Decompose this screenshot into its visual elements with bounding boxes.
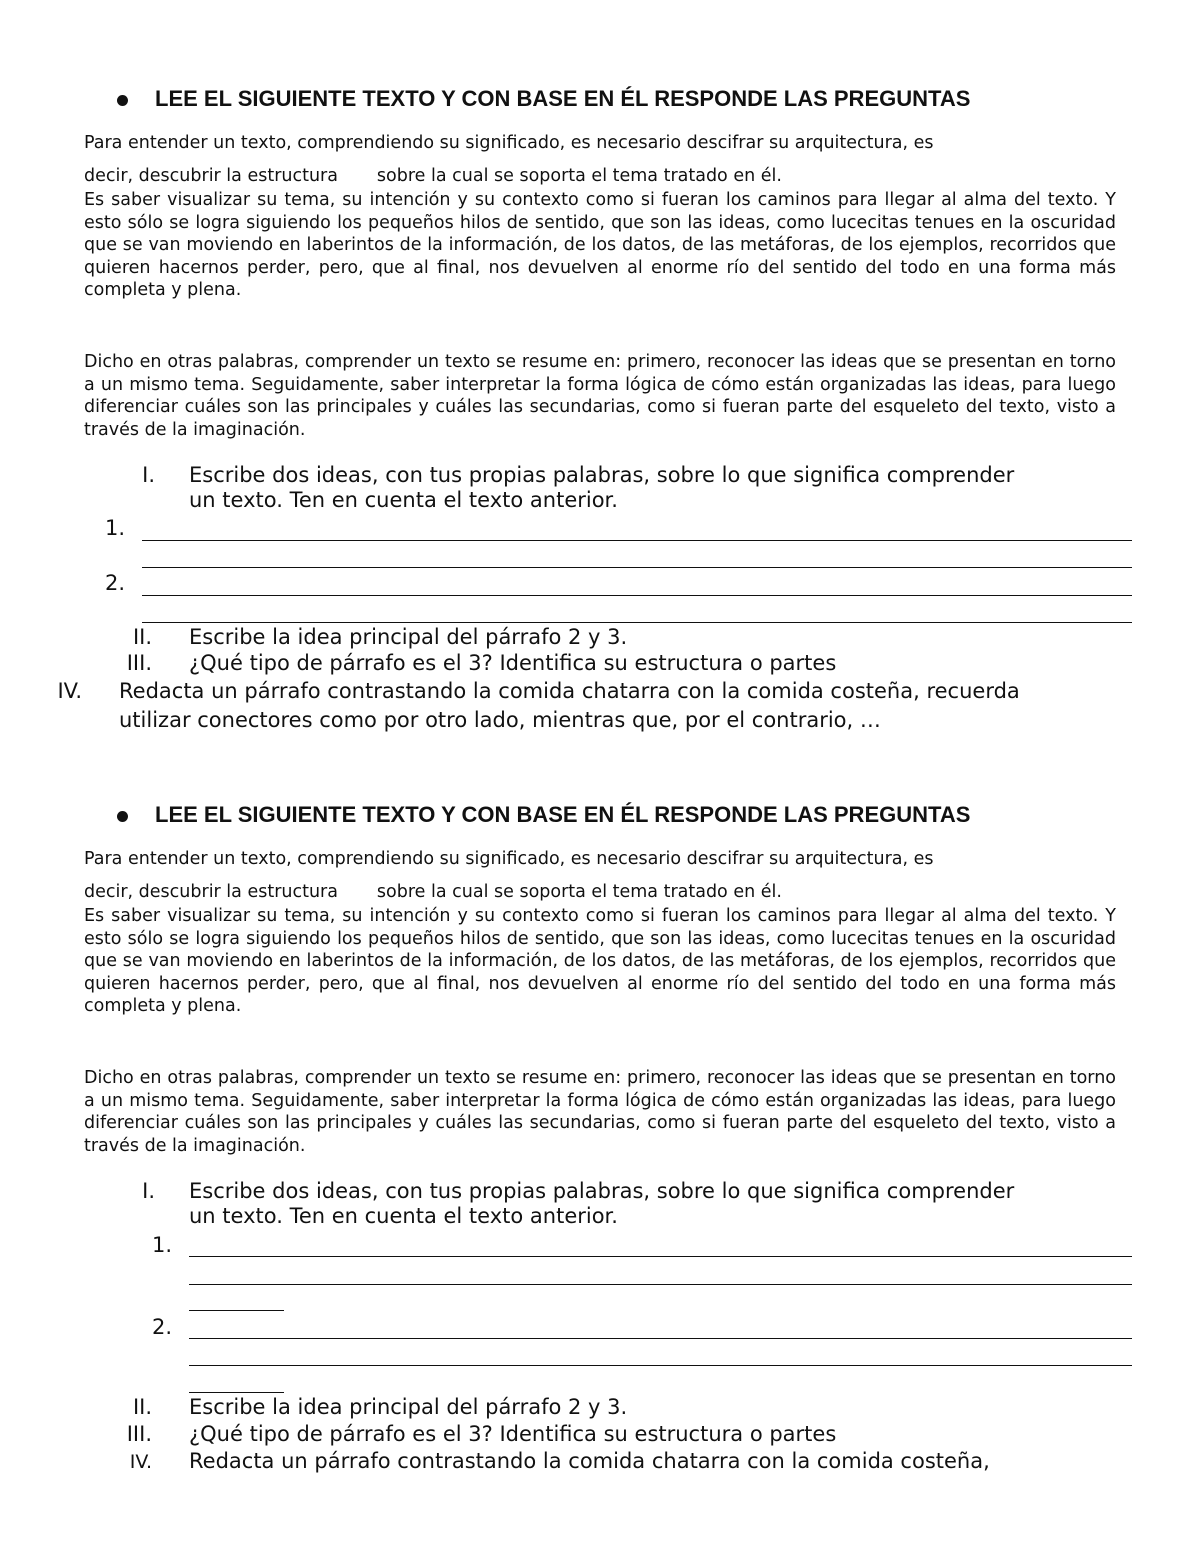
answer-1-line-1[interactable] [142,540,1132,541]
answer-1-number: 1. [105,516,126,540]
paragraph-3: Dicho en otras palabras, comprender un texto se resume en: primero, reconocer las ideas que se presentan en torno a un mismo tema. Seguidamente, saber interpretar la forma lógica de cómo están organizadas las ideas, para luego diferenciar cuáles son las principales y cuáles las secundarias, como si fueran parte del esqueleto del texto, visto a través de la imaginación. [84,352,1116,440]
question-2-number: II. [132,1395,152,1419]
question-4-number: IV. [129,1451,152,1473]
question-1-number: I. [142,1179,155,1203]
question-3-text: ¿Qué tipo de párrafo es el 3? Identifica su estructura o partes [189,1422,837,1446]
question-1-line-2: un texto. Ten en cuenta el texto anterior. [189,488,618,512]
answer-1-number: 1. [152,1233,173,1257]
paragraph-2: Es saber visualizar su tema, su intención y su contexto como si fueran los caminos para llegar al alma del texto. Y esto sólo se logra siguiendo los pequeños hilos de sentido, que son las ideas, como lucecitas tenues en la oscuridad que se van moviendo en laberintos de la información, de los datos, de las metáforas, de los ejemplos, recorridos que quieren hacernos perder, pero, que al final, nos devuelven al enorme río del sentido del todo en una forma más completa y plena. [84,190,1116,300]
question-2-text: Escribe la idea principal del párrafo 2 y 3. [189,625,628,649]
answer-2-number: 2. [105,571,126,595]
question-1-number: I. [142,463,155,487]
answer-1-line-2[interactable] [142,567,1132,568]
answer-2-number: 2. [152,1315,173,1339]
answer-2-line-1[interactable] [189,1338,1132,1339]
answer-1-line-2[interactable] [189,1284,1132,1285]
paragraph-3: Dicho en otras palabras, comprender un texto se resume en: primero, reconocer las ideas que se presentan en torno a un mismo tema. Seguidamente, saber interpretar la forma lógica de cómo están organizadas las ideas, para luego diferenciar cuáles son las principales y cuáles las secundarias, como si fueran parte del esqueleto del texto, visto a través de la imaginación. [84,1068,1116,1156]
question-2-number: II. [132,625,152,649]
answer-2-line-2[interactable] [189,1365,1132,1366]
question-3-text: ¿Qué tipo de párrafo es el 3? Identifica su estructura o partes [189,651,837,675]
paragraph-1-line-2: decir, descubrir la estructura sobre la cual se soporta el tema tratado en él. [84,882,782,902]
bullet-icon [117,95,128,106]
paragraph-1-line-1: Para entender un texto, comprendiendo su significado, es necesario descifrar su arquitectura, es [84,133,934,153]
answer-2-line-1[interactable] [142,595,1132,596]
question-2-text: Escribe la idea principal del párrafo 2 y 3. [189,1395,628,1419]
answer-2-line-3[interactable] [189,1392,284,1393]
question-3-number: III. [126,1422,152,1446]
section-heading: LEE EL SIGUIENTE TEXTO Y CON BASE EN ÉL RESPONDE LAS PREGUNTAS [155,86,971,111]
question-4-line-1: Redacta un párrafo contrastando la comida chatarra con la comida costeña, recuerda [119,679,1020,703]
answer-1-line-3[interactable] [189,1310,284,1311]
question-1-line-1: Escribe dos ideas, con tus propias palabras, sobre lo que significa comprender [189,1179,1015,1203]
question-4-line-2: utilizar conectores como por otro lado, mientras que, por el contrario, … [119,708,881,732]
question-1-line-1: Escribe dos ideas, con tus propias palabras, sobre lo que significa comprender [189,463,1015,487]
paragraph-2: Es saber visualizar su tema, su intención y su contexto como si fueran los caminos para llegar al alma del texto. Y esto sólo se logra siguiendo los pequeños hilos de sentido, que son las ideas, como lucecitas tenues en la oscuridad que se van moviendo en laberintos de la información, de los datos, de las metáforas, de los ejemplos, recorridos que quieren hacernos perder, pero, que al final, nos devuelven al enorme río del sentido del todo en una forma más completa y plena. [84,906,1116,1016]
question-3-number: III. [126,651,152,675]
answer-2-line-2[interactable] [142,622,1132,623]
bullet-icon [117,811,128,822]
question-4-number: IV. [57,679,82,703]
paragraph-1-line-1: Para entender un texto, comprendiendo su significado, es necesario descifrar su arquitectura, es [84,849,934,869]
question-4-line-1: Redacta un párrafo contrastando la comida chatarra con la comida costeña, [189,1449,990,1473]
section-heading: LEE EL SIGUIENTE TEXTO Y CON BASE EN ÉL RESPONDE LAS PREGUNTAS [155,802,971,827]
answer-1-line-1[interactable] [189,1256,1132,1257]
paragraph-1-line-2: decir, descubrir la estructura sobre la cual se soporta el tema tratado en él. [84,166,782,186]
question-1-line-2: un texto. Ten en cuenta el texto anterior. [189,1204,618,1228]
